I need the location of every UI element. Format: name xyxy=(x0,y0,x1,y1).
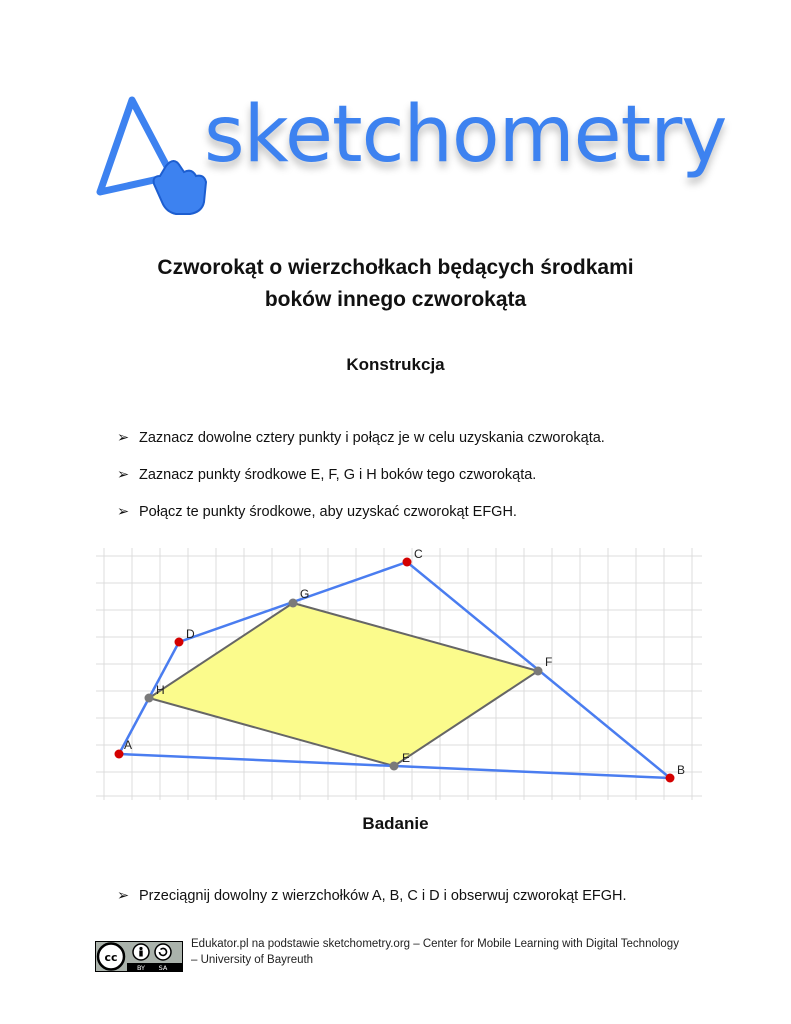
point-b[interactable] xyxy=(666,774,675,783)
label-h: H xyxy=(156,683,165,697)
geometry-figure xyxy=(96,548,702,800)
title-line-2: boków innego czworokąta xyxy=(264,288,527,311)
point-a[interactable] xyxy=(115,750,124,759)
label-e: E xyxy=(402,751,411,765)
label-f: F xyxy=(545,655,553,669)
title-line-1: Czworokąt o wierzchołkach będących środkami xyxy=(157,256,634,279)
footer-credit: Edukator.pl na podstawie sketchometry.org – Center for Mobile Learning with Digital Technology – University of Bayreuth xyxy=(191,938,679,966)
svg-text:SA: SA xyxy=(158,964,168,972)
point-e[interactable] xyxy=(390,762,399,771)
bullet-arrow-icon: ➢ xyxy=(117,888,130,904)
logo-wordmark: sketchometry xyxy=(204,90,727,180)
label-a: A xyxy=(124,738,133,752)
label-c: C xyxy=(414,548,423,561)
label-g: G xyxy=(300,587,310,601)
construction-step: ➢ Zaznacz dowolne cztery punkty i połącz je w celu uzyskania czworokąta. xyxy=(117,430,605,446)
page-title xyxy=(0,252,791,316)
midpoint-quadrilateral-efgh xyxy=(149,603,538,766)
bullet-arrow-icon: ➢ xyxy=(117,504,130,520)
cc-by-sa-badge xyxy=(95,941,183,972)
point-h[interactable] xyxy=(145,694,154,703)
construction-heading: Konstrukcja xyxy=(346,355,445,374)
bullet-arrow-icon: ➢ xyxy=(117,467,130,483)
investigation-heading: Badanie xyxy=(362,814,429,833)
point-d[interactable] xyxy=(175,638,184,647)
construction-step: ➢ Zaznacz punkty środkowe E, F, G i H boków tego czworokąta. xyxy=(117,467,537,483)
cc-icon: cc xyxy=(104,951,118,964)
svg-text:BY: BY xyxy=(136,964,146,972)
investigation-step: ➢ Przeciągnij dowolny z wierzchołków A, B, C i D i obserwuj czworokąt EFGH. xyxy=(117,888,627,904)
point-c[interactable] xyxy=(403,558,412,567)
sketchometry-logo xyxy=(92,90,727,222)
label-d: D xyxy=(186,627,195,641)
point-g[interactable] xyxy=(289,599,298,608)
sa-icon xyxy=(155,944,171,960)
label-b: B xyxy=(677,763,686,777)
pointer-hand-icon xyxy=(92,92,212,222)
construction-step: ➢ Połącz te punkty środkowe, aby uzyskać czworokąt EFGH. xyxy=(117,504,517,520)
point-f[interactable] xyxy=(534,667,543,676)
bullet-arrow-icon: ➢ xyxy=(117,430,130,446)
